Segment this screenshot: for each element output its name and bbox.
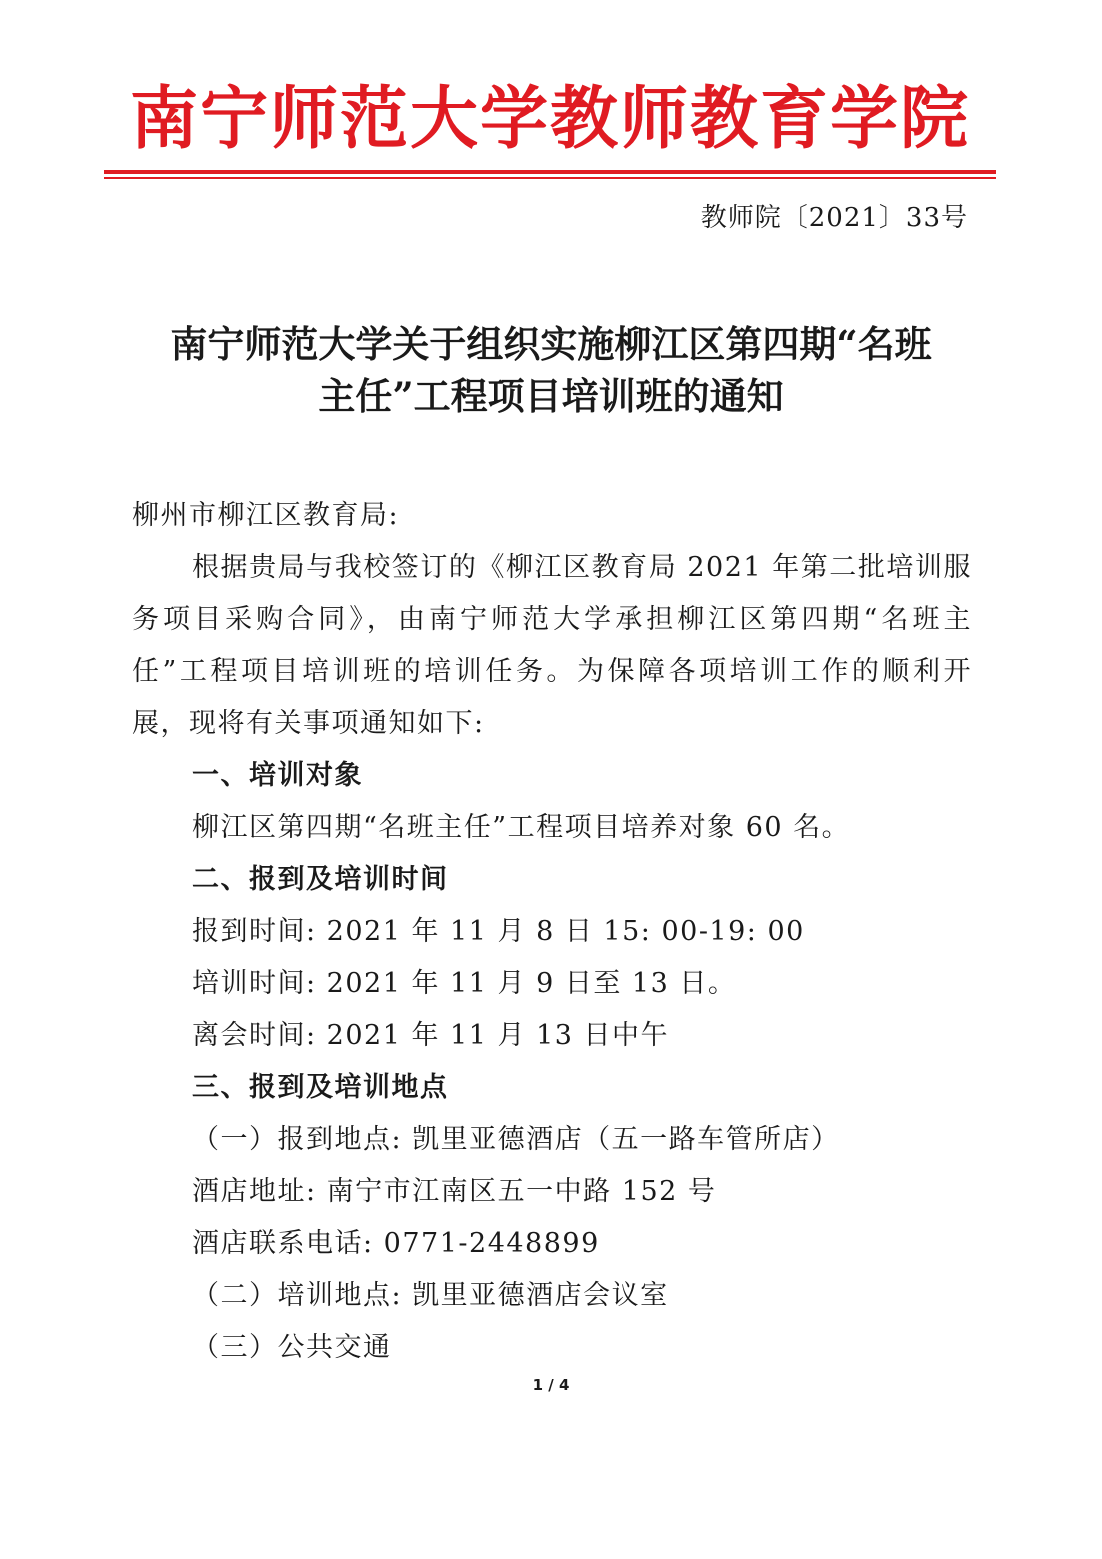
letterhead-title: 南宁师范大学教师教育学院 [129,79,970,159]
title-line-2: 主任”工程项目培训班的通知 [318,374,784,418]
departure-time: 离会时间: 2021 年 11 月 13 日中午 [192,1020,670,1051]
document-title [120,318,982,422]
checkin-time: 报到时间: 2021 年 11 月 8 日 15: 00-19: 00 [192,916,805,947]
training-place: （二）培训地点: 凯里亚德酒店会议室 [192,1280,669,1311]
section-heading-2: 二、报到及培训时间 [192,864,449,895]
hotel-address: 酒店地址: 南宁市江南区五一中路 152 号 [192,1176,717,1207]
intro-line-4: 展，现将有关事项通知如下: [132,708,485,739]
intro-line-1: 根据贵局与我校签订的《柳江区教育局 2021 年第二批培训服 [192,552,972,583]
page-indicator: 1 / 4 [532,1376,570,1394]
letterhead-rule-thick [104,170,996,174]
section1-text: 柳江区第四期“名班主任”工程项目培养对象 60 名。 [192,812,851,843]
document-body [132,490,972,1374]
training-time: 培训时间: 2021 年 11 月 9 日至 13 日。 [192,968,737,999]
title-line-1: 南宁师范大学关于组织实施柳江区第四期“名班 [170,322,932,366]
salutation: 柳州市柳江区教育局: [132,500,400,531]
checkin-place: （一）报到地点: 凯里亚德酒店（五一路车管所店） [192,1124,840,1155]
section-heading-3: 三、报到及培训地点 [192,1072,449,1103]
letterhead-rule-thin [104,177,996,179]
document-number: 教师院〔2021〕33号 [700,203,968,233]
public-transport: （三）公共交通 [192,1332,392,1363]
intro-line-3: 任”工程项目培训班的培训任务。为保障各项培训工作的顺利开 [132,656,972,687]
hotel-phone: 酒店联系电话: 0771-2448899 [192,1228,600,1259]
section-heading-1: 一、培训对象 [192,760,363,791]
intro-line-2: 务项目采购合同》，由南宁师范大学承担柳江区第四期“名班主 [132,604,972,635]
